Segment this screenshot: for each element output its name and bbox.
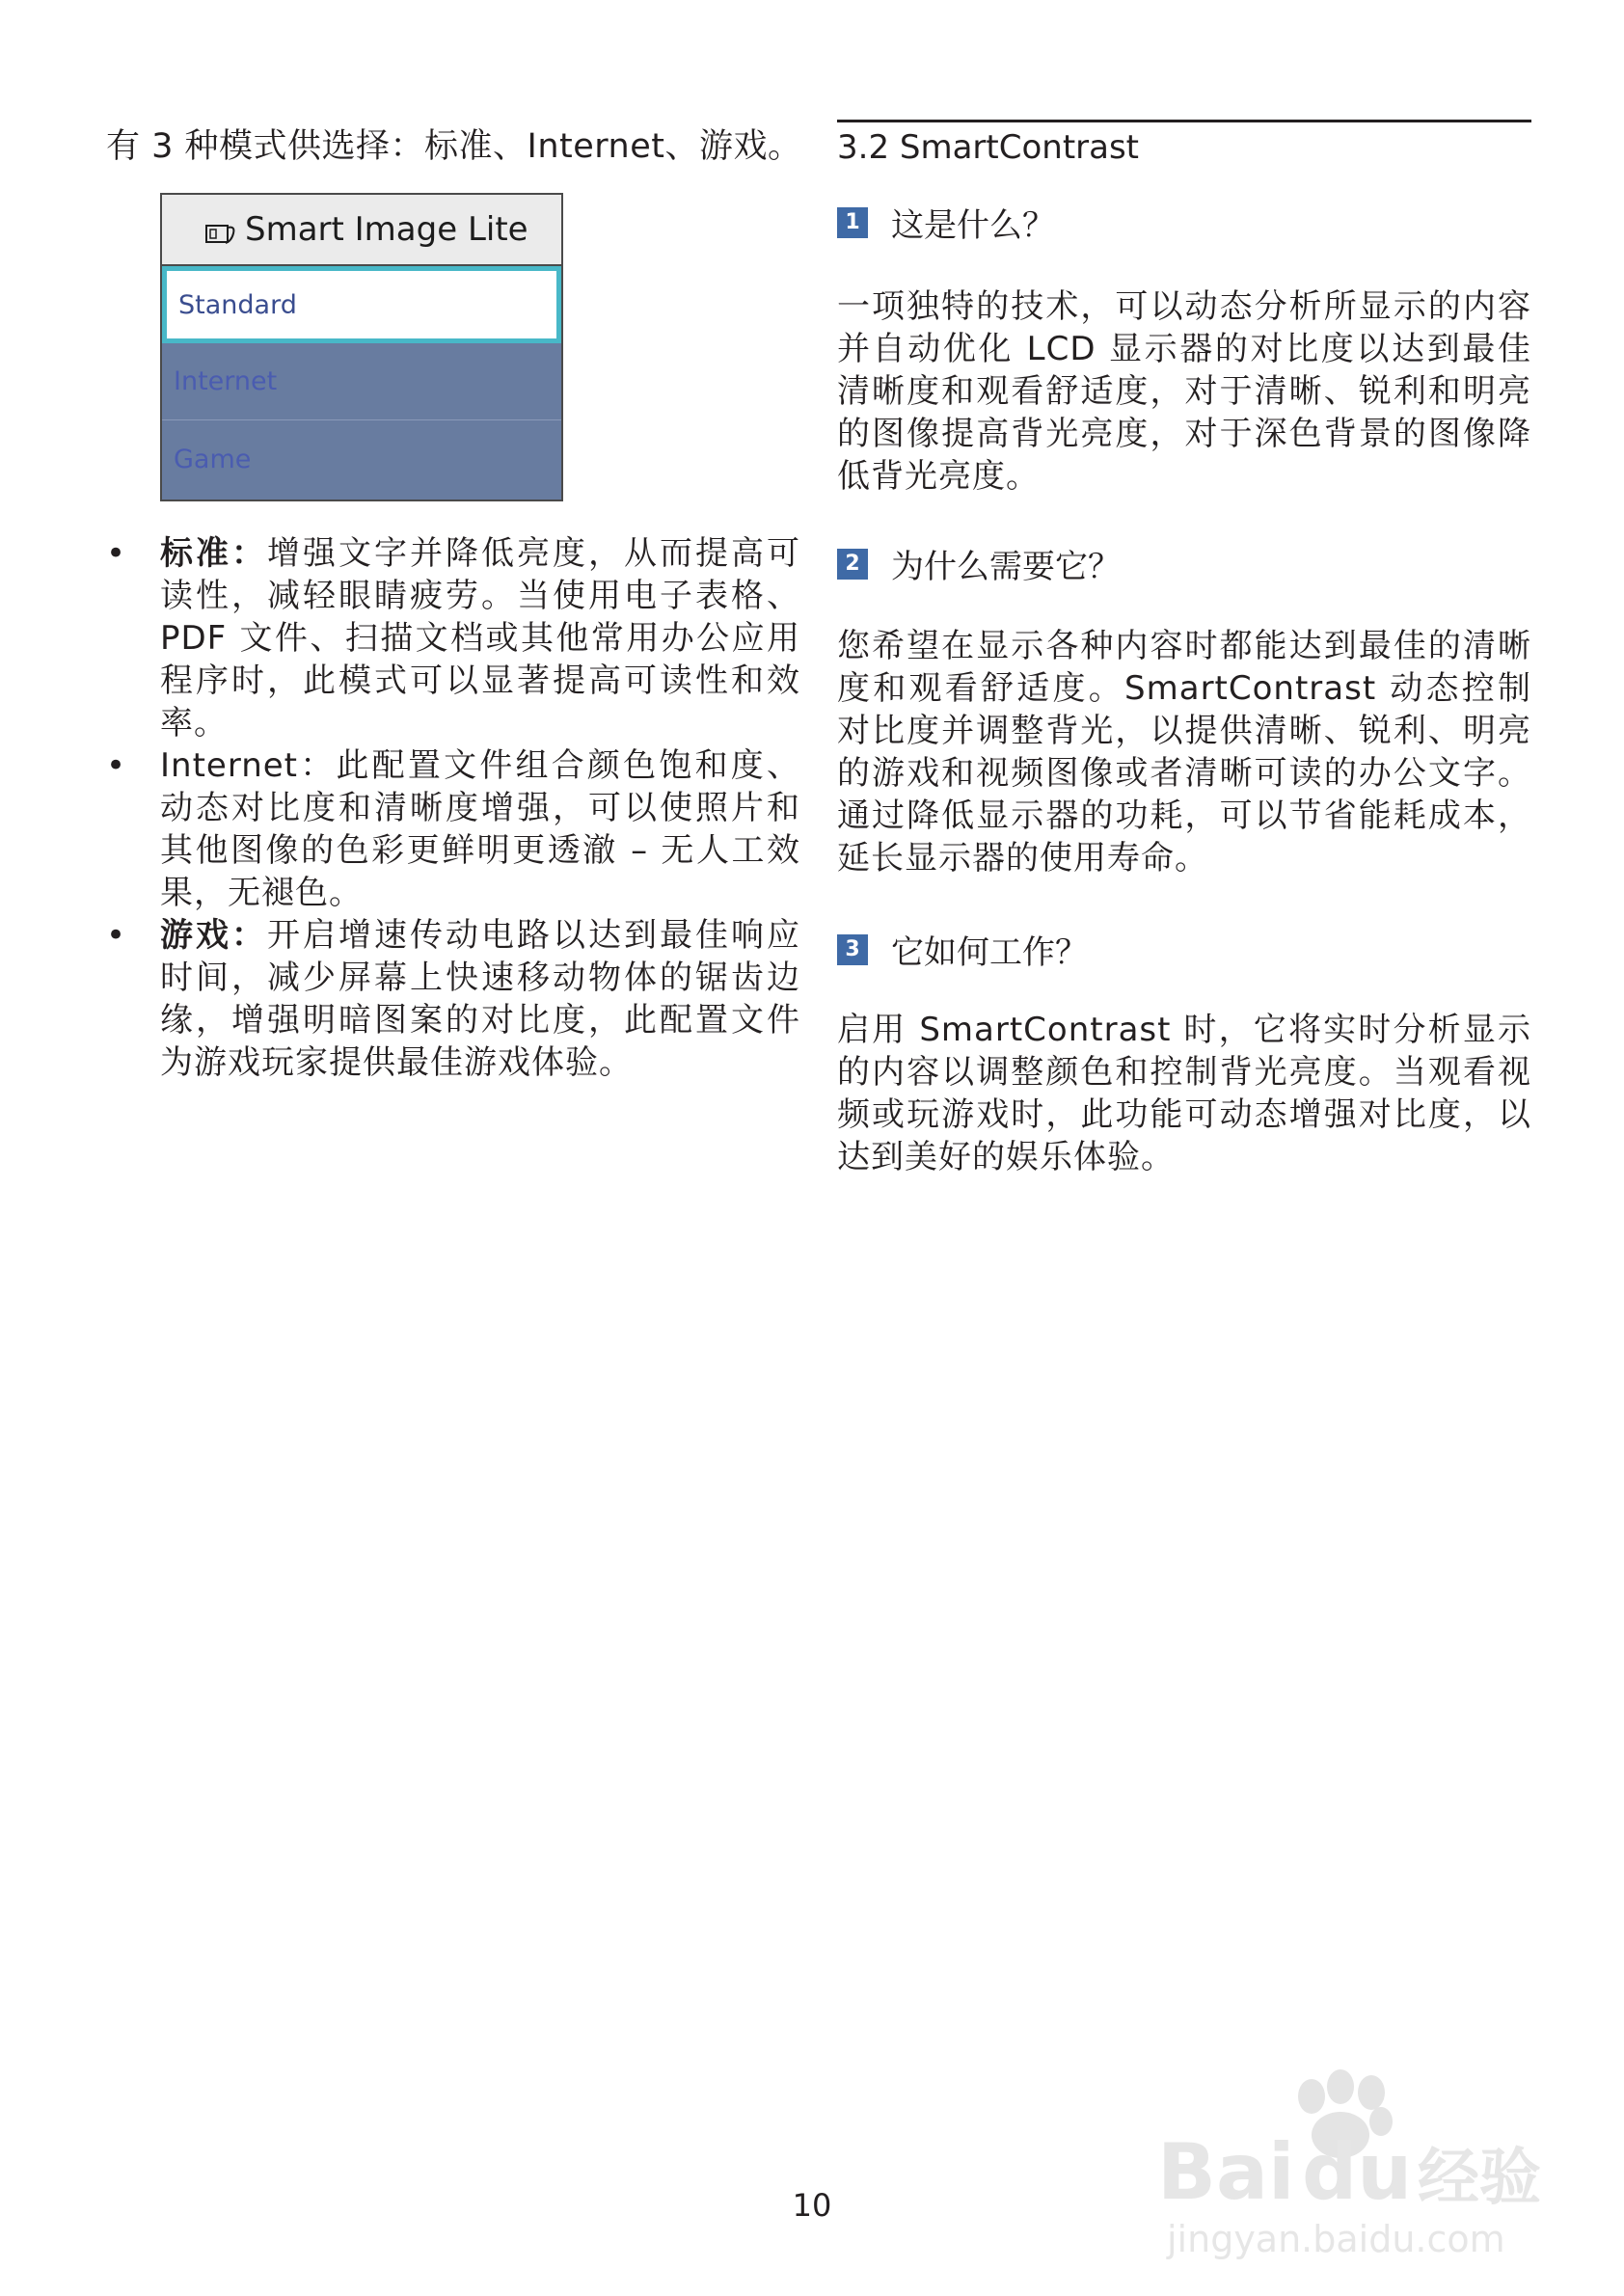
menu-title: Smart Image Lite bbox=[245, 210, 528, 249]
svg-text:经验: 经验 bbox=[1418, 2143, 1541, 2214]
question-body: 一项独特的技术，可以动态分析所显示的内容并自动优化 LCD 显示器的对比度以达到最佳清晰度和观看舒适度，对于清晰、锐利和明亮的图像提高背光亮度，对于深色背景的图像降低背光亮度。 bbox=[837, 287, 1531, 496]
svg-text:Bai: Bai bbox=[1157, 2127, 1295, 2217]
question-number-badge: 2 bbox=[837, 549, 868, 580]
question-heading bbox=[837, 926, 1088, 973]
list-item-term: Internet： bbox=[160, 746, 337, 785]
svg-text:jingyan.baidu.com: jingyan.baidu.com bbox=[1167, 2218, 1505, 2260]
list-item bbox=[106, 914, 800, 1084]
menu-item-game[interactable]: Game bbox=[174, 444, 252, 474]
bullet-icon: • bbox=[106, 916, 127, 955]
bullet-icon: • bbox=[106, 746, 127, 785]
question-title: 为什么需要它？ bbox=[891, 548, 1121, 586]
question-title: 这是什么？ bbox=[891, 206, 1055, 245]
baidu-watermark bbox=[1157, 2054, 1562, 2266]
list-item-text: 此配置文件组合颜色饱和度、动态对比度和清晰度增强，可以使照片和其他图像的色彩更鲜明更透澈 – 无人工效果，无褪色。 bbox=[160, 746, 800, 912]
question-body: 启用 SmartContrast 时，它将实时分析显示的内容以调整颜色和控制背光亮度。当观看视频或玩游戏时，此功能可动态增强对比度，以达到美好的娱乐体验。 bbox=[837, 1011, 1531, 1176]
menu-item-standard[interactable]: Standard bbox=[162, 266, 561, 343]
list-item-term: 标准： bbox=[160, 534, 267, 573]
list-item-text: 增强文字并降低亮度，从而提高可读性，减轻眼睛疲劳。当使用电子表格、PDF 文件、扫描文档或其他常用办公应用程序时，此模式可以显著提高可读性和效率。 bbox=[160, 534, 800, 743]
intro-text: 有 3 种模式供选择：标准、Internet、游戏。 bbox=[106, 127, 802, 166]
smart-image-lite-menu bbox=[160, 193, 563, 501]
question-title: 它如何工作？ bbox=[891, 933, 1088, 972]
list-item bbox=[106, 532, 800, 744]
bullet-icon: • bbox=[106, 534, 127, 573]
mode-list bbox=[106, 532, 800, 1084]
svg-text:du: du bbox=[1302, 2127, 1413, 2217]
page-number: 10 bbox=[792, 2187, 832, 2224]
smart-image-icon bbox=[204, 217, 237, 242]
question-body: 您希望在显示各种内容时都能达到最佳的清晰度和观看舒适度。SmartContrast 动态控制对比度并调整背光，以提供清晰、锐利、明亮的游戏和视频图像或者清晰可读的办公文字。通过降低显示器的功耗，可以节省能耗成本，延长显示器的使用寿命。 bbox=[837, 627, 1531, 878]
question-heading bbox=[837, 199, 1055, 246]
menu-item-internet[interactable]: Internet bbox=[162, 343, 561, 420]
menu-header bbox=[162, 195, 561, 266]
question-number-badge: 3 bbox=[837, 934, 868, 965]
list-item-text: 开启增速传动电路以达到最佳响应时间，减少屏幕上快速移动物体的锯齿边缘，增强明暗图案的对比度，此配置文件为游戏玩家提供最佳游戏体验。 bbox=[160, 916, 800, 1082]
question-number-badge: 1 bbox=[837, 207, 868, 238]
question-heading bbox=[837, 540, 1121, 587]
list-item-term: 游戏： bbox=[160, 916, 267, 955]
section-title: 3.2 SmartContrast bbox=[837, 128, 1140, 167]
list-item bbox=[106, 744, 800, 914]
section-rule bbox=[837, 120, 1531, 122]
